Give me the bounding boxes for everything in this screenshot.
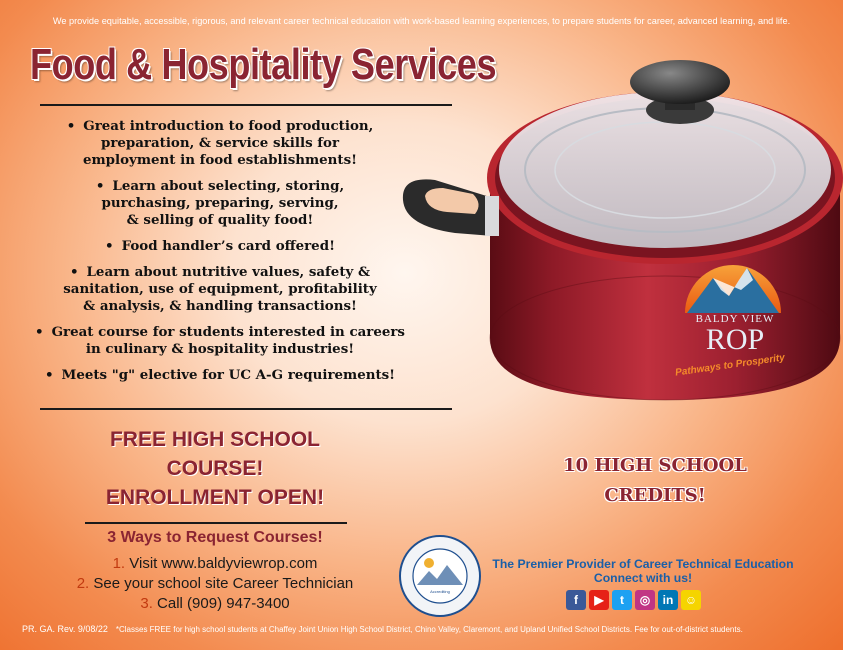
mission-statement: We provide equitable, accessible, rigorous, and relevant career technical education with work-based learning experiences, to prepare students for career, advanced learning, and life. [52, 16, 791, 26]
premier-provider-text: The Premier Provider of Career Technical Education Connect with us! [492, 557, 794, 585]
youtube-icon[interactable]: ▶ [589, 590, 609, 610]
footer-disclaimer: *Classes FREE for high school students at Chaffey Joint Union High School District, Chino Valley, Claremont, and Upland Unified School Districts. Fee for out-of-district students. [115, 625, 743, 634]
svg-text:Accrediting: Accrediting [430, 589, 450, 594]
cooking-pot-illustration [395, 28, 843, 428]
list-item: • Great introduction to food production, preparation, & service skills for employment in food establishments! [66, 118, 374, 168]
list-item: • Great course for students interested in careers in culinary & hospitality industries! [35, 324, 405, 357]
title-divider [40, 104, 452, 106]
credits-line: 10 HIGH SCHOOL [563, 455, 747, 476]
promo-line: COURSE! [166, 457, 264, 480]
logo-name: BALDY VIEW [695, 313, 775, 325]
ways-divider [85, 522, 347, 524]
list-item: • Meets "g" elective for UC A-G requirements! [44, 367, 396, 383]
step-item: 3. Call (909) 947-3400 [140, 595, 290, 612]
instagram-icon[interactable]: ◎ [635, 590, 655, 610]
facebook-icon[interactable]: f [566, 590, 586, 610]
footer-note [22, 624, 832, 634]
credits-banner [505, 451, 805, 511]
step-item: 2. See your school site Career Technician [76, 575, 354, 592]
promo-line: FREE HIGH SCHOOL [109, 428, 320, 451]
request-steps [40, 554, 390, 614]
free-course-banner [60, 425, 370, 512]
website-link[interactable]: Visit www.baldyviewrop.com [129, 555, 318, 572]
social-links [566, 590, 701, 612]
wasc-seal [399, 535, 481, 617]
list-item: • Learn about nutritive values, safety & sanitation, use of equipment, profitability & analysis, & handling transactions! [63, 264, 377, 314]
logo-tagline: Pathways to Prosperity [674, 352, 786, 379]
linkedin-icon[interactable]: in [658, 590, 678, 610]
list-item: • Learn about selecting, storing, purchasing, preparing, serving, & selling of quality food! [95, 178, 345, 228]
snapchat-icon[interactable]: ☺ [681, 590, 701, 610]
phone-link[interactable]: Call (909) 947-3400 [157, 595, 290, 612]
logo-acronym: ROP [705, 323, 765, 356]
list-item: • Food handler’s card offered! [105, 238, 335, 254]
revision-label: PR. GA. Rev. 9/08/22 [22, 624, 108, 634]
step-item: 1. Visit www.baldyviewrop.com [112, 555, 318, 572]
promo-line: ENROLLMENT OPEN! [105, 486, 325, 509]
twitter-icon[interactable]: t [612, 590, 632, 610]
section-divider [40, 408, 452, 410]
feature-list [10, 118, 430, 393]
credits-line: CREDITS! [604, 485, 706, 506]
ways-heading: 3 Ways to Request Courses! [107, 529, 323, 546]
page-title: Food & Hospitality Services [30, 40, 497, 89]
